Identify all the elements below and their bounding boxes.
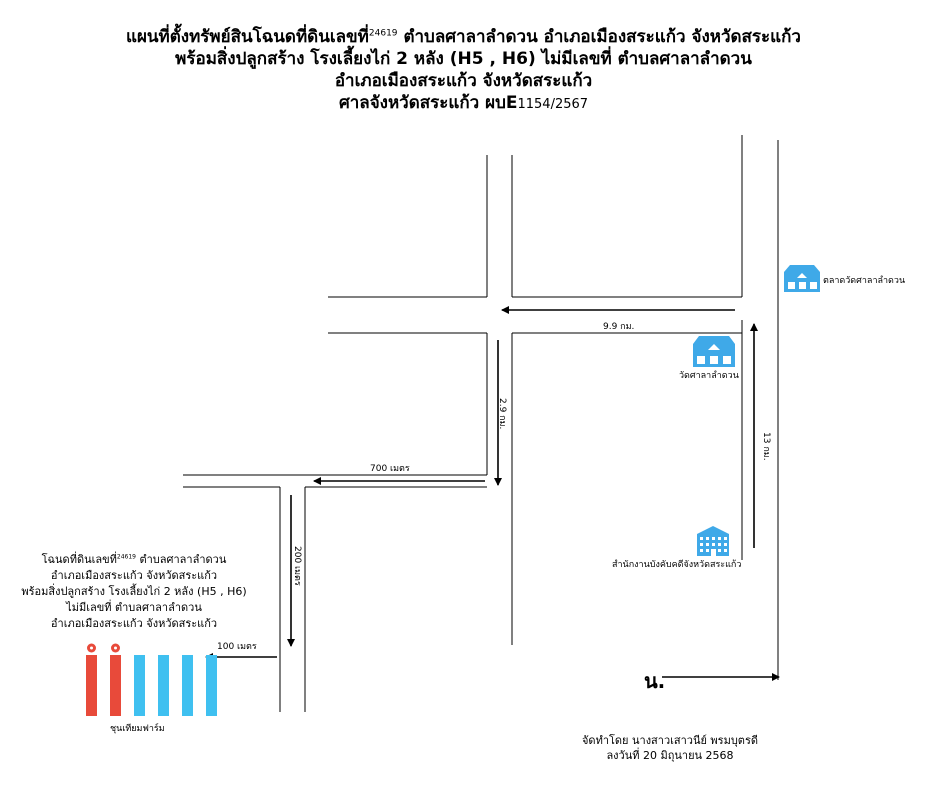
office-label: สำนักงานบังคับคดีจังหวัดสระแก้ว: [612, 560, 742, 570]
distance-label-200m: 200 เมตร: [292, 546, 302, 586]
distance-label-100m: 100 เมตร: [217, 642, 257, 652]
title-line-1: แผนที่ตั้งทรัพย์สินโฉนดที่ดินเลขที่: [126, 27, 369, 47]
plot-note-line-1: โฉนดที่ดินเลขที่: [41, 553, 117, 566]
farm-label: ชุนเทียมฟาร์ม: [110, 724, 165, 734]
distance-label-9-9km: 9.9 กม.: [603, 322, 635, 332]
title-line-3: อำเภอเมืองสระแก้ว จังหวัดสระแก้ว: [334, 71, 593, 91]
chicken-house-3: [134, 655, 145, 716]
credit-date: ลงวันที่ 20 มิถุนายน 2568: [606, 749, 734, 762]
chicken-house-1: [86, 655, 97, 716]
office-building-icon: [697, 526, 729, 556]
title-deed-number: 24619: [368, 28, 398, 39]
plot-note-line-4: ไม่มีเลขที่ ตำบลศาลาลำดวน: [66, 601, 202, 614]
distance-label-2-9km: 2.9 กม.: [497, 398, 507, 430]
north-label: น.: [644, 669, 666, 693]
plot-note-line-5: อำเภอเมืองสระแก้ว จังหวัดสระแก้ว: [50, 617, 218, 630]
temple-label: วัดศาลาลำดวน: [679, 371, 739, 381]
distance-label-13km: 13 กม.: [761, 432, 771, 461]
chicken-house-5: [182, 655, 193, 716]
plot-description: [0, 552, 268, 632]
chicken-house-6: [206, 655, 217, 716]
roads: [183, 135, 778, 712]
chicken-house-4: [158, 655, 169, 716]
market-label: ตลาดวัดศาลาลำดวน: [823, 276, 906, 286]
plot-note-deed: 24619: [116, 553, 136, 561]
credit-author: จัดทำโดย นางสาวเสาวนีย์ พรมบุตรดี: [581, 734, 759, 747]
temple-building-icon: [693, 336, 735, 367]
title-case-number: 1154/2567: [517, 97, 589, 112]
chicken-house-icon: [86, 644, 217, 717]
map-title: [0, 26, 927, 116]
market-building-icon: [784, 265, 820, 292]
distance-label-700m: 700 เมตร: [370, 464, 410, 474]
title-line-4: ศาลจังหวัดสระแก้ว ผบE: [338, 93, 518, 113]
title-line-2: พร้อมสิ่งปลูกสร้าง โรงเลี้ยงไก่ 2 หลัง (H5 , H6) ไม่มีเลขที่ ตำบลศาลาลำดวน: [175, 49, 752, 69]
plot-note-line-3: พร้อมสิ่งปลูกสร้าง โรงเลี้ยงไก่ 2 หลัง (H5 , H6): [21, 585, 247, 598]
title-line-1-suffix: ตำบลศาลาลำดวน อำเภอเมืองสระแก้ว จังหวัดสระแก้ว: [397, 27, 801, 47]
credit-block: [540, 733, 800, 763]
location-pin-dot: [114, 647, 117, 650]
plot-note-line-2: อำเภอเมืองสระแก้ว จังหวัดสระแก้ว: [50, 569, 218, 582]
chicken-house-2: [110, 655, 121, 716]
plot-note-line-1-suffix: ตำบลศาลาลำดวน: [135, 553, 227, 566]
location-pin-dot: [90, 647, 93, 650]
